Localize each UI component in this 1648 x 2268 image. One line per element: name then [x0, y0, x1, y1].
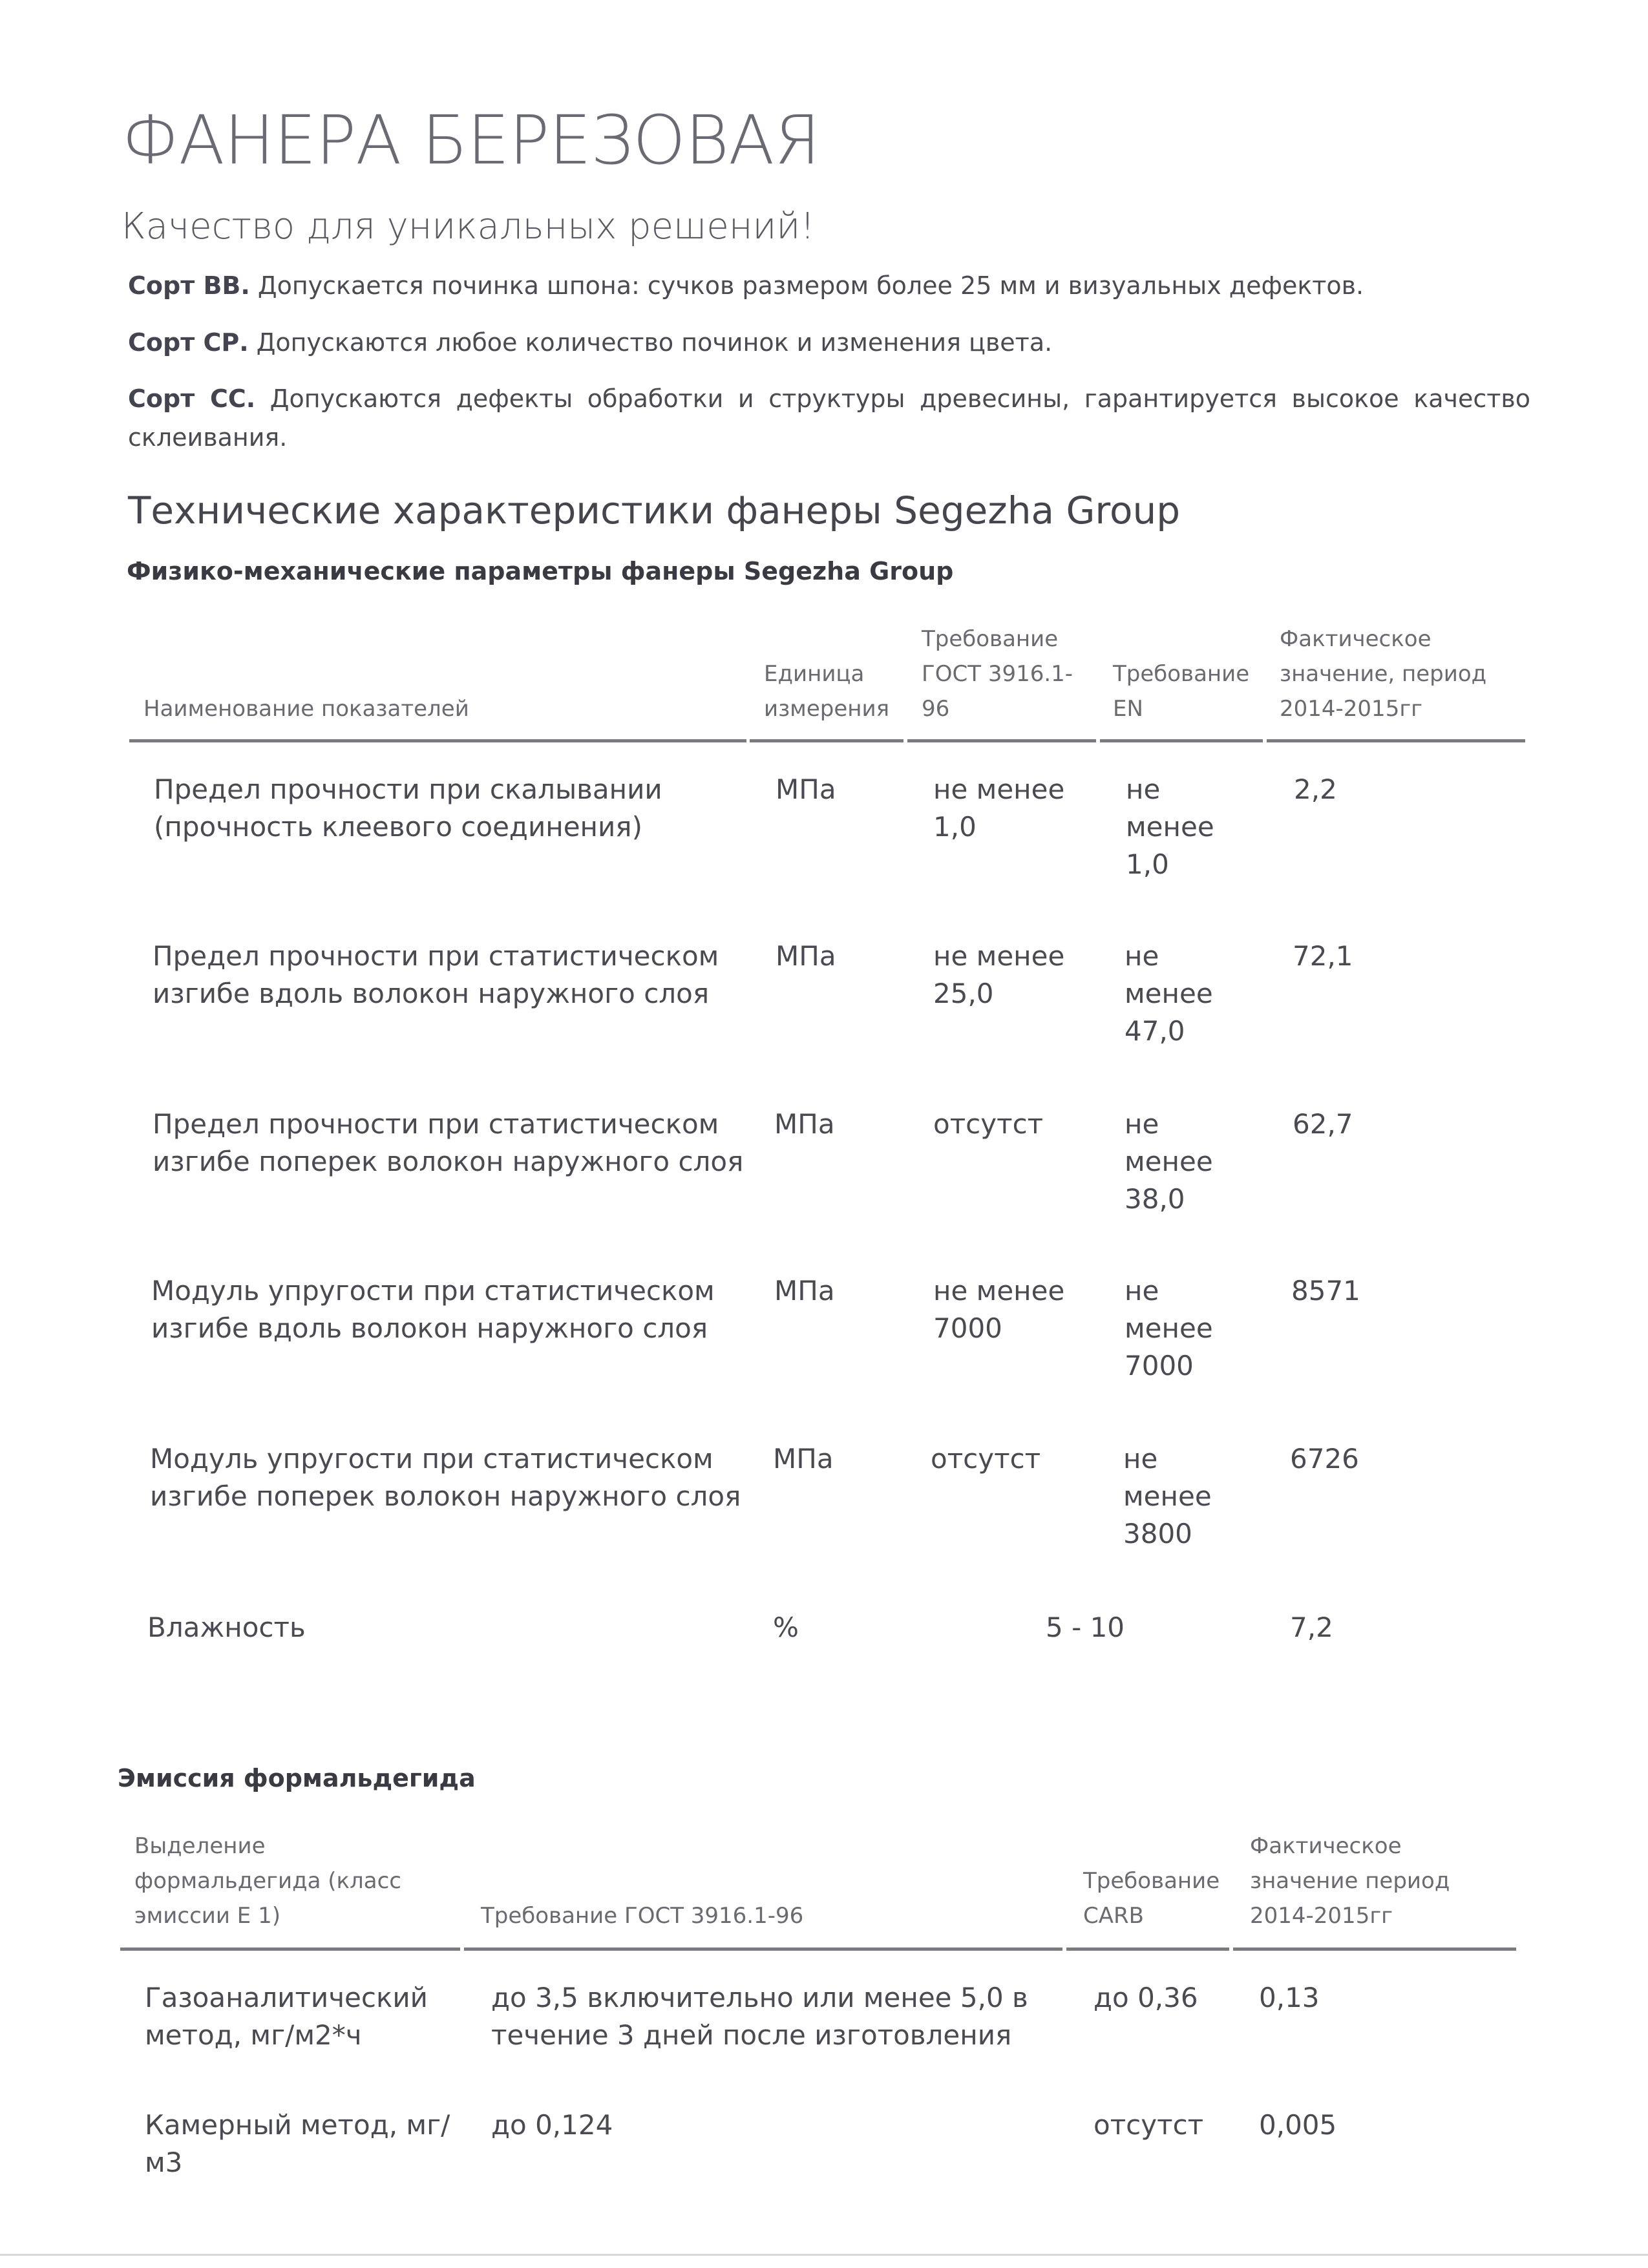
phys-header-actual: Фактическое значение, период 2014-2015гг: [1280, 626, 1487, 722]
emission-row-gost: до 0,124: [491, 2109, 613, 2141]
scan-edge-line: [0, 2254, 1648, 2256]
emission-header-carb: Требование CARB: [1083, 1868, 1220, 1929]
emission-header-name: Выделение формальдегида (класс эмиссии Е 1): [134, 1833, 401, 1929]
emission-header-gost: Требование ГОСТ 3916.1-96: [481, 1903, 804, 1929]
phys-row-en: не менее 7000: [1125, 1275, 1213, 1381]
phys-row-actual: 2,2: [1294, 773, 1337, 805]
grade-cp: [128, 323, 1530, 362]
grade-cp-label: Сорт СР.: [128, 328, 249, 357]
phys-row-name: Предел прочности при статистическом изгибе поперек волокон наружного слоя: [153, 1108, 744, 1177]
phys-row-actual: 6726: [1290, 1443, 1359, 1475]
phys-moisture-actual: 7,2: [1290, 1612, 1333, 1643]
grade-cp-text: Допускаются любое количество починок и изменения цвета.: [248, 328, 1053, 357]
phys-heading: Физико-механические параметры фанеры Segezha Group: [127, 557, 954, 585]
document-subtitle: Качество для уникальных решений!: [121, 205, 815, 247]
phys-row-unit: МПа: [774, 1275, 835, 1307]
phys-row-gost: не менее 7000: [933, 1275, 1065, 1344]
phys-row-gost: не менее 25,0: [933, 940, 1065, 1009]
phys-header-rule: [907, 739, 1096, 742]
emission-row-name: Газоаналитический метод, мг/м2*ч: [145, 1982, 428, 2051]
phys-row-name: Модуль упругости при статистическом изгибе вдоль волокон наружного слоя: [151, 1275, 715, 1344]
phys-row-name: Предел прочности при скалывании (прочность клеевого соединения): [154, 773, 662, 843]
emission-header-rule: [1066, 1948, 1229, 1951]
phys-header-rule: [1267, 739, 1525, 742]
phys-row-gost: отсутст: [933, 1108, 1044, 1140]
phys-row-gost: отсутст: [931, 1443, 1041, 1475]
phys-header-name: Наименование показателей: [143, 696, 469, 722]
phys-header-en: Требование EN: [1113, 661, 1250, 722]
emission-row-carb: до 0,36: [1093, 1982, 1198, 2013]
emission-header-actual: Фактическое значение период 2014-2015гг: [1250, 1833, 1450, 1929]
phys-row-unit: МПа: [776, 940, 836, 972]
emission-heading: Эмиссия формальдегида: [118, 1764, 476, 1792]
document-title: ФАНЕРА БЕРЕЗОВАЯ: [121, 101, 820, 180]
phys-row-unit: МПа: [773, 1443, 834, 1475]
phys-header-rule: [129, 739, 746, 742]
grade-bb-text: Допускается починка шпона: сучков размером более 25 мм и визуальных дефектов.: [249, 271, 1364, 300]
phys-row-actual: 8571: [1291, 1275, 1360, 1307]
phys-header-rule: [750, 739, 903, 742]
emission-row-actual: 0,005: [1259, 2109, 1337, 2141]
grade-bb: [128, 266, 1530, 305]
phys-header-unit: Единица измерения: [764, 661, 890, 722]
emission-header-rule: [120, 1948, 460, 1951]
phys-row-unit: МПа: [776, 773, 836, 805]
phys-row-en: не менее 38,0: [1125, 1108, 1213, 1215]
emission-header-rule: [464, 1948, 1062, 1951]
phys-row-name: Предел прочности при статистическом изгибе вдоль волокон наружного слоя: [153, 940, 719, 1009]
phys-row-gost: не менее 1,0: [933, 773, 1065, 843]
phys-row-en: не менее 3800: [1123, 1443, 1212, 1549]
tech-heading: Технические характеристики фанеры Segezha Group: [128, 488, 1181, 532]
phys-moisture-name: Влажность: [147, 1612, 306, 1643]
emission-row-name: Камерный метод, мг/ м3: [145, 2109, 450, 2178]
grade-cc: [128, 379, 1530, 457]
phys-row-en: не менее 1,0: [1126, 773, 1214, 880]
emission-row-gost: до 3,5 включительно или менее 5,0 в течение 3 дней после изготовления: [491, 1982, 1028, 2051]
phys-moisture-unit: %: [773, 1612, 799, 1643]
phys-row-unit: МПа: [774, 1108, 835, 1140]
emission-header-rule: [1233, 1948, 1516, 1951]
emission-row-carb: отсутст: [1093, 2109, 1204, 2141]
grade-cc-text: Допускаются дефекты обработки и структуры древесины, гарантируется высокое качество склеивания.: [128, 384, 1530, 452]
emission-row-actual: 0,13: [1259, 1982, 1320, 2013]
phys-row-actual: 62,7: [1293, 1108, 1353, 1140]
phys-row-name: Модуль упругости при статистическом изгибе поперек волокон наружного слоя: [150, 1443, 741, 1512]
phys-row-en: не менее 47,0: [1125, 940, 1213, 1047]
grade-bb-label: Сорт ВВ.: [128, 271, 250, 300]
phys-moisture-range: 5 - 10: [1046, 1612, 1125, 1643]
phys-header-rule: [1100, 739, 1263, 742]
phys-header-gost: Требование ГОСТ 3916.1- 96: [922, 626, 1073, 722]
grade-cc-label: Сорт СС.: [128, 384, 256, 413]
phys-row-actual: 72,1: [1293, 940, 1353, 972]
